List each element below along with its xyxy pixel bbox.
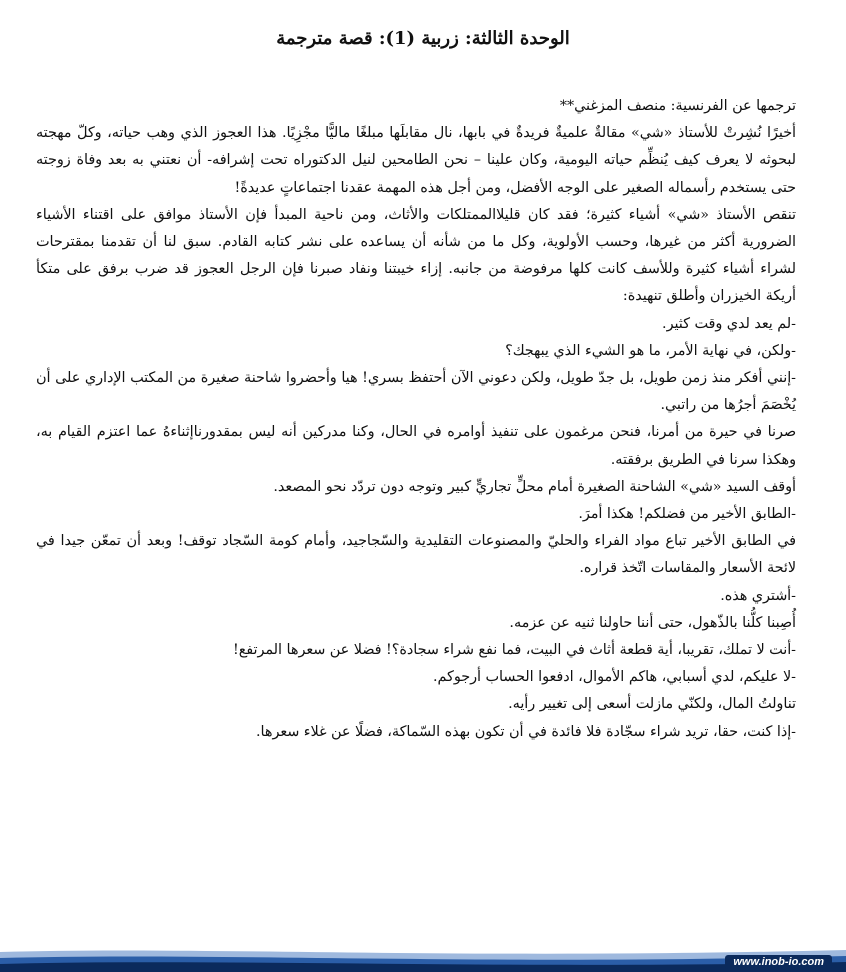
footer-website-link[interactable]: www.inob-io.com [725, 955, 832, 969]
dialogue-line: -إنني أفكر منذ زمن طويل، بل جدّ طويل، ولكن دعوني الآن أحتفظ بسري! هيا وأحضروا شاحنة صغيرة من المكتب الإداري على أن يُخْصَمَ أجرُها من راتبي. [36, 370, 796, 414]
dialogue-line: -لا عليكم، لدي أسبابي، هاكم الأموال، ادفعوا الحساب أرجوكم. [432, 669, 796, 686]
footer-band [0, 942, 846, 972]
document-body [36, 93, 796, 746]
paragraph: صرنا في حيرة من أمرنا، فنحن مرغمون على تنفيذ أوامره في الحال، وكنا مدركين أنه ليس بمقدورناإثناءهُ عما اعتزم القيام به، وهكذا سرنا في الطريق برفقته. [36, 424, 796, 468]
footer-wave-decoration [0, 946, 846, 972]
page-title: الوحدة الثالثة: زربية (1): قصة مترجمة [276, 28, 570, 49]
dialogue-line: -الطابق الأخير من فضلكم! هكذا أمرَ. [578, 506, 796, 523]
dialogue-line: -لم يعد لدي وقت كثير. [662, 315, 796, 332]
paragraph: في الطابق الأخير تباع مواد الفراء والحليّ والمصنوعات التقليدية والسّجاجيد، وأمام كومة السّجاد توقف! وبعد أن تمعّن جيدا في لائحة الأسعار والمقاسات اتّخذ قراره. [36, 533, 796, 577]
paragraph: تنقص الأستاذ «شي» أشياء كثيرة؛ فقد كان قليلاالممتلكات والأثاث، ومن ناحية المبدأ فإن الأستاذ موافق على اقتناء الأشياء الضرورية أكثر من غيرها، وحسب الأولوية، وكل ما من شأنه أن يساعده على نشر كتابه القادم. سبق لنا أن تقدمنا بمقترحات لشراء أشياء كثيرة وللأسف كانت كلها مرفوضة من جانبه. إزاء خيبتنا ونفاد صبرنا فإن الرجل العجوز قد ضرب برفق على متكأ أريكة الخيزران وأطلق تنهيدة: [36, 206, 796, 305]
paragraph: أخيرًا نُشِرتْ للأستاذ «شي» مقالةٌ علميةٌ فريدةٌ في بابها، نال مقابلَها مبلغًا ماليًّا مجْزِيًا. هذا العجوز الذي وهب حياته، وكلّ مهجته لبحوثه لا يعرف كيف يُنظِّم حياته اليومية، وكان علينا – نحن الطامحين لنيل الدكتوراه تحت إشرافه- أن نعتني به بعد وفاة زوجته حتى يستخدم رأسماله الصغير على الوجه الأفضل، ومن أجل هذه المهمة عقدنا اجتماعاتٍ عديدةً! [36, 125, 796, 196]
dialogue-line: -إذا كنت، حقا، تريد شراء سجّادة فلا فائدة في أن تكون بهذه السّماكة، فضلًا عن غلاء سعرها. [256, 723, 796, 740]
dialogue-line: -أنت لا تملك، تقريبا، أية قطعة أثاث في البيت، فما نفع شراء سجادة؟! فضلا عن سعرها المرتفع! [232, 642, 796, 659]
paragraph: تناولتُ المال، ولكنّي مازلت أسعى إلى تغيير رأيه. [508, 696, 796, 713]
paragraph: أُصِبنا كلُّنا بالذّهول، حتى أننا حاولنا ثنيه عن عزمه. [509, 614, 796, 631]
dialogue-line: -ولكن، في نهاية الأمر، ما هو الشيء الذي يبهجك؟ [505, 342, 796, 359]
dialogue-line: -أشتري هذه. [720, 587, 796, 604]
translator-credit: ترجمها عن الفرنسية: منصف المزغني** [559, 98, 796, 114]
paragraph: أوقف السيد «شي» الشاحنة الصغيرة أمام محلٍّ تجاريٍّ كبير وتوجه دون تردّد نحو المصعد. [273, 478, 796, 495]
